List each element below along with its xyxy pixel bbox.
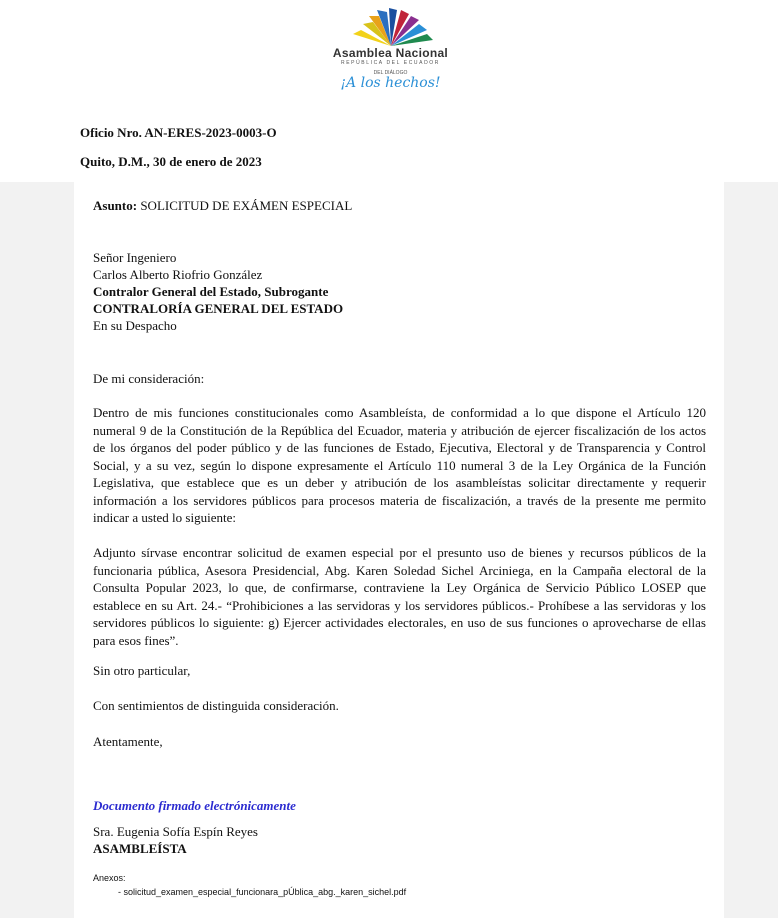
paragraph-2: Adjunto sírvase encontrar solicitud de examen especial por el presunto uso de bienes y recursos públicos de la funcionaria pública, Asesora Presidencial, Abg. Karen Soledad Sichel Arciniega, en la Campaña electoral de la Consulta Popular 2023, lo que, de confirmarse, contraviene la Ley Orgánica de Servicio Público LOSEP que establece en su Art. 24.- “Prohibiciones a las servidoras y los servidores públicos.- Prohíbese a las servidoras y los servidores públicos lo siguiente: g) Ejercer actividades electorales, en uso de sus funciones o aprovecharse de ellas para esos fines”. [93, 545, 706, 648]
closing-1: Sin otro particular, [93, 663, 191, 678]
logo-subtitle: REPÚBLICA DEL ECUADOR [341, 60, 440, 66]
document-date: Quito, D.M., 30 de enero de 2023 [80, 154, 262, 169]
closing-3: Atentamente, [93, 734, 163, 749]
logo-name: Asamblea Nacional [332, 46, 449, 60]
oficio-number: Oficio Nro. AN-ERES-2023-0003-O [80, 125, 277, 140]
recipient-institution: CONTRALORÍA GENERAL DEL ESTADO [93, 301, 344, 316]
subject-line [93, 198, 352, 214]
closing-2: Con sentimientos de distinguida consideración. [93, 698, 339, 713]
paragraph-1: Dentro de mis funciones constitucionales como Asambleísta, de conformidad a lo que dispone el Artículo 120 numeral 9 de la Constitución de la República del Ecuador, materia y atribución de ejercer fiscalización de los actos de los órganos del poder público y de las funciones de Estado, Ejecutiva, Electoral y de Transparencia y Control Social, y a su vez, según lo dispone expresamente el Artículo 110 numeral 3 de la Ley Orgánica de la Función Legislativa, que establece que es un deber y atribución de los asambleístas solicitar directamente y requerir información a los servidores públicos para procesos materia de fiscalización, a través de la presente me permito indicar a usted lo siguiente: [93, 405, 706, 525]
electronic-signature-note: Documento firmado electrónicamente [93, 798, 296, 813]
attachments-label: Anexos: [93, 873, 126, 883]
attachment-link[interactable]: - solicitud_examen_especial_funcionara_pÚblica_abg._karen_sichel.pdf [118, 887, 407, 897]
subject-label: Asunto: [93, 198, 138, 213]
logo-slogan: ¡A los hechos! [340, 75, 441, 91]
greeting: De mi consideración: [93, 371, 205, 386]
signer-name: Sra. Eugenia Sofía Espín Reyes [93, 824, 258, 839]
recipient-name: Carlos Alberto Riofrio González [93, 267, 263, 282]
recipient-position: Contralor General del Estado, Subrogante [93, 284, 329, 299]
recipient-location: En su Despacho [93, 318, 177, 333]
asamblea-logo [318, 8, 463, 96]
subject-text: SOLICITUD DE EXÁMEN ESPECIAL [137, 198, 353, 213]
logo-small-text: DEL DIÁLOGO [373, 70, 408, 76]
recipient-title: Señor Ingeniero [93, 250, 177, 265]
signer-position: ASAMBLEÍSTA [93, 841, 187, 856]
condor-emblem-icon [343, 8, 439, 48]
